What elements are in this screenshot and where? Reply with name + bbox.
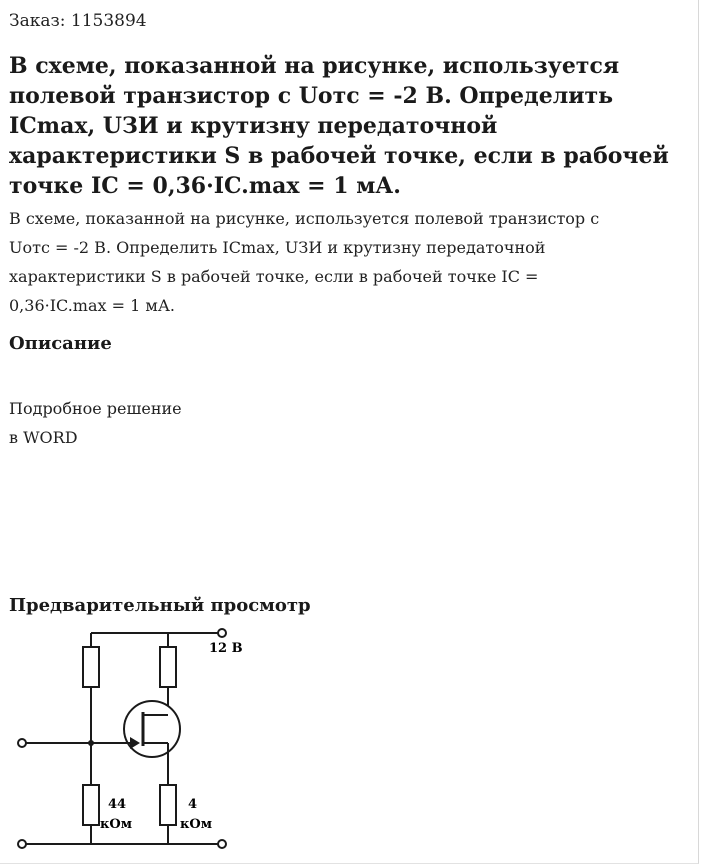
gate-resistor-unit: кОм [100, 817, 133, 832]
problem-text-line: Uотс = -2 В. Определить ICmax, UЗИ и крутизну передаточной [9, 238, 546, 257]
gate-divider-upper-resistor [83, 647, 99, 687]
gate-resistor-44k [83, 785, 99, 825]
input-terminal [18, 739, 26, 747]
page-title: В схеме, показанной на рисунке, используется полевой транзистор с Uотс = -2 В. Определить ICmax, UЗИ и крутизну передаточной характеристики S в рабочей точке, если в рабочей точке IC = 0,36·IC.max = 1 мА. [9, 53, 669, 199]
fet-transistor [124, 701, 180, 757]
description-text [9, 394, 182, 452]
source-resistor-value: 4 [188, 797, 198, 812]
preview-heading: Предварительный просмотр [9, 595, 311, 616]
order-number: Заказ: 1153894 [9, 11, 147, 31]
source-resistor-4k [160, 785, 176, 825]
supply-terminal [218, 629, 226, 637]
problem-text-line: 0,36·IC.max = 1 мА. [9, 296, 176, 315]
description-heading: Описание [9, 333, 112, 354]
description-line: Подробное решение [9, 399, 182, 418]
preview-image[interactable] [0, 620, 300, 864]
gate-resistor-value: 44 [108, 797, 127, 812]
source-resistor-unit: кОм [180, 817, 213, 832]
description-line: в WORD [9, 428, 78, 447]
ground-terminal-right [218, 840, 226, 848]
junction-dot [88, 740, 94, 746]
problem-text [9, 204, 689, 320]
supply-label: 12 В [209, 641, 243, 656]
circuit-diagram [0, 620, 300, 864]
ground-terminal-left [18, 840, 26, 848]
problem-text-line: характеристики S в рабочей точке, если в рабочей точке IC = [9, 267, 539, 286]
drain-resistor [160, 647, 176, 687]
problem-text-line: В схеме, показанной на рисунке, используется полевой транзистор с [9, 209, 600, 228]
